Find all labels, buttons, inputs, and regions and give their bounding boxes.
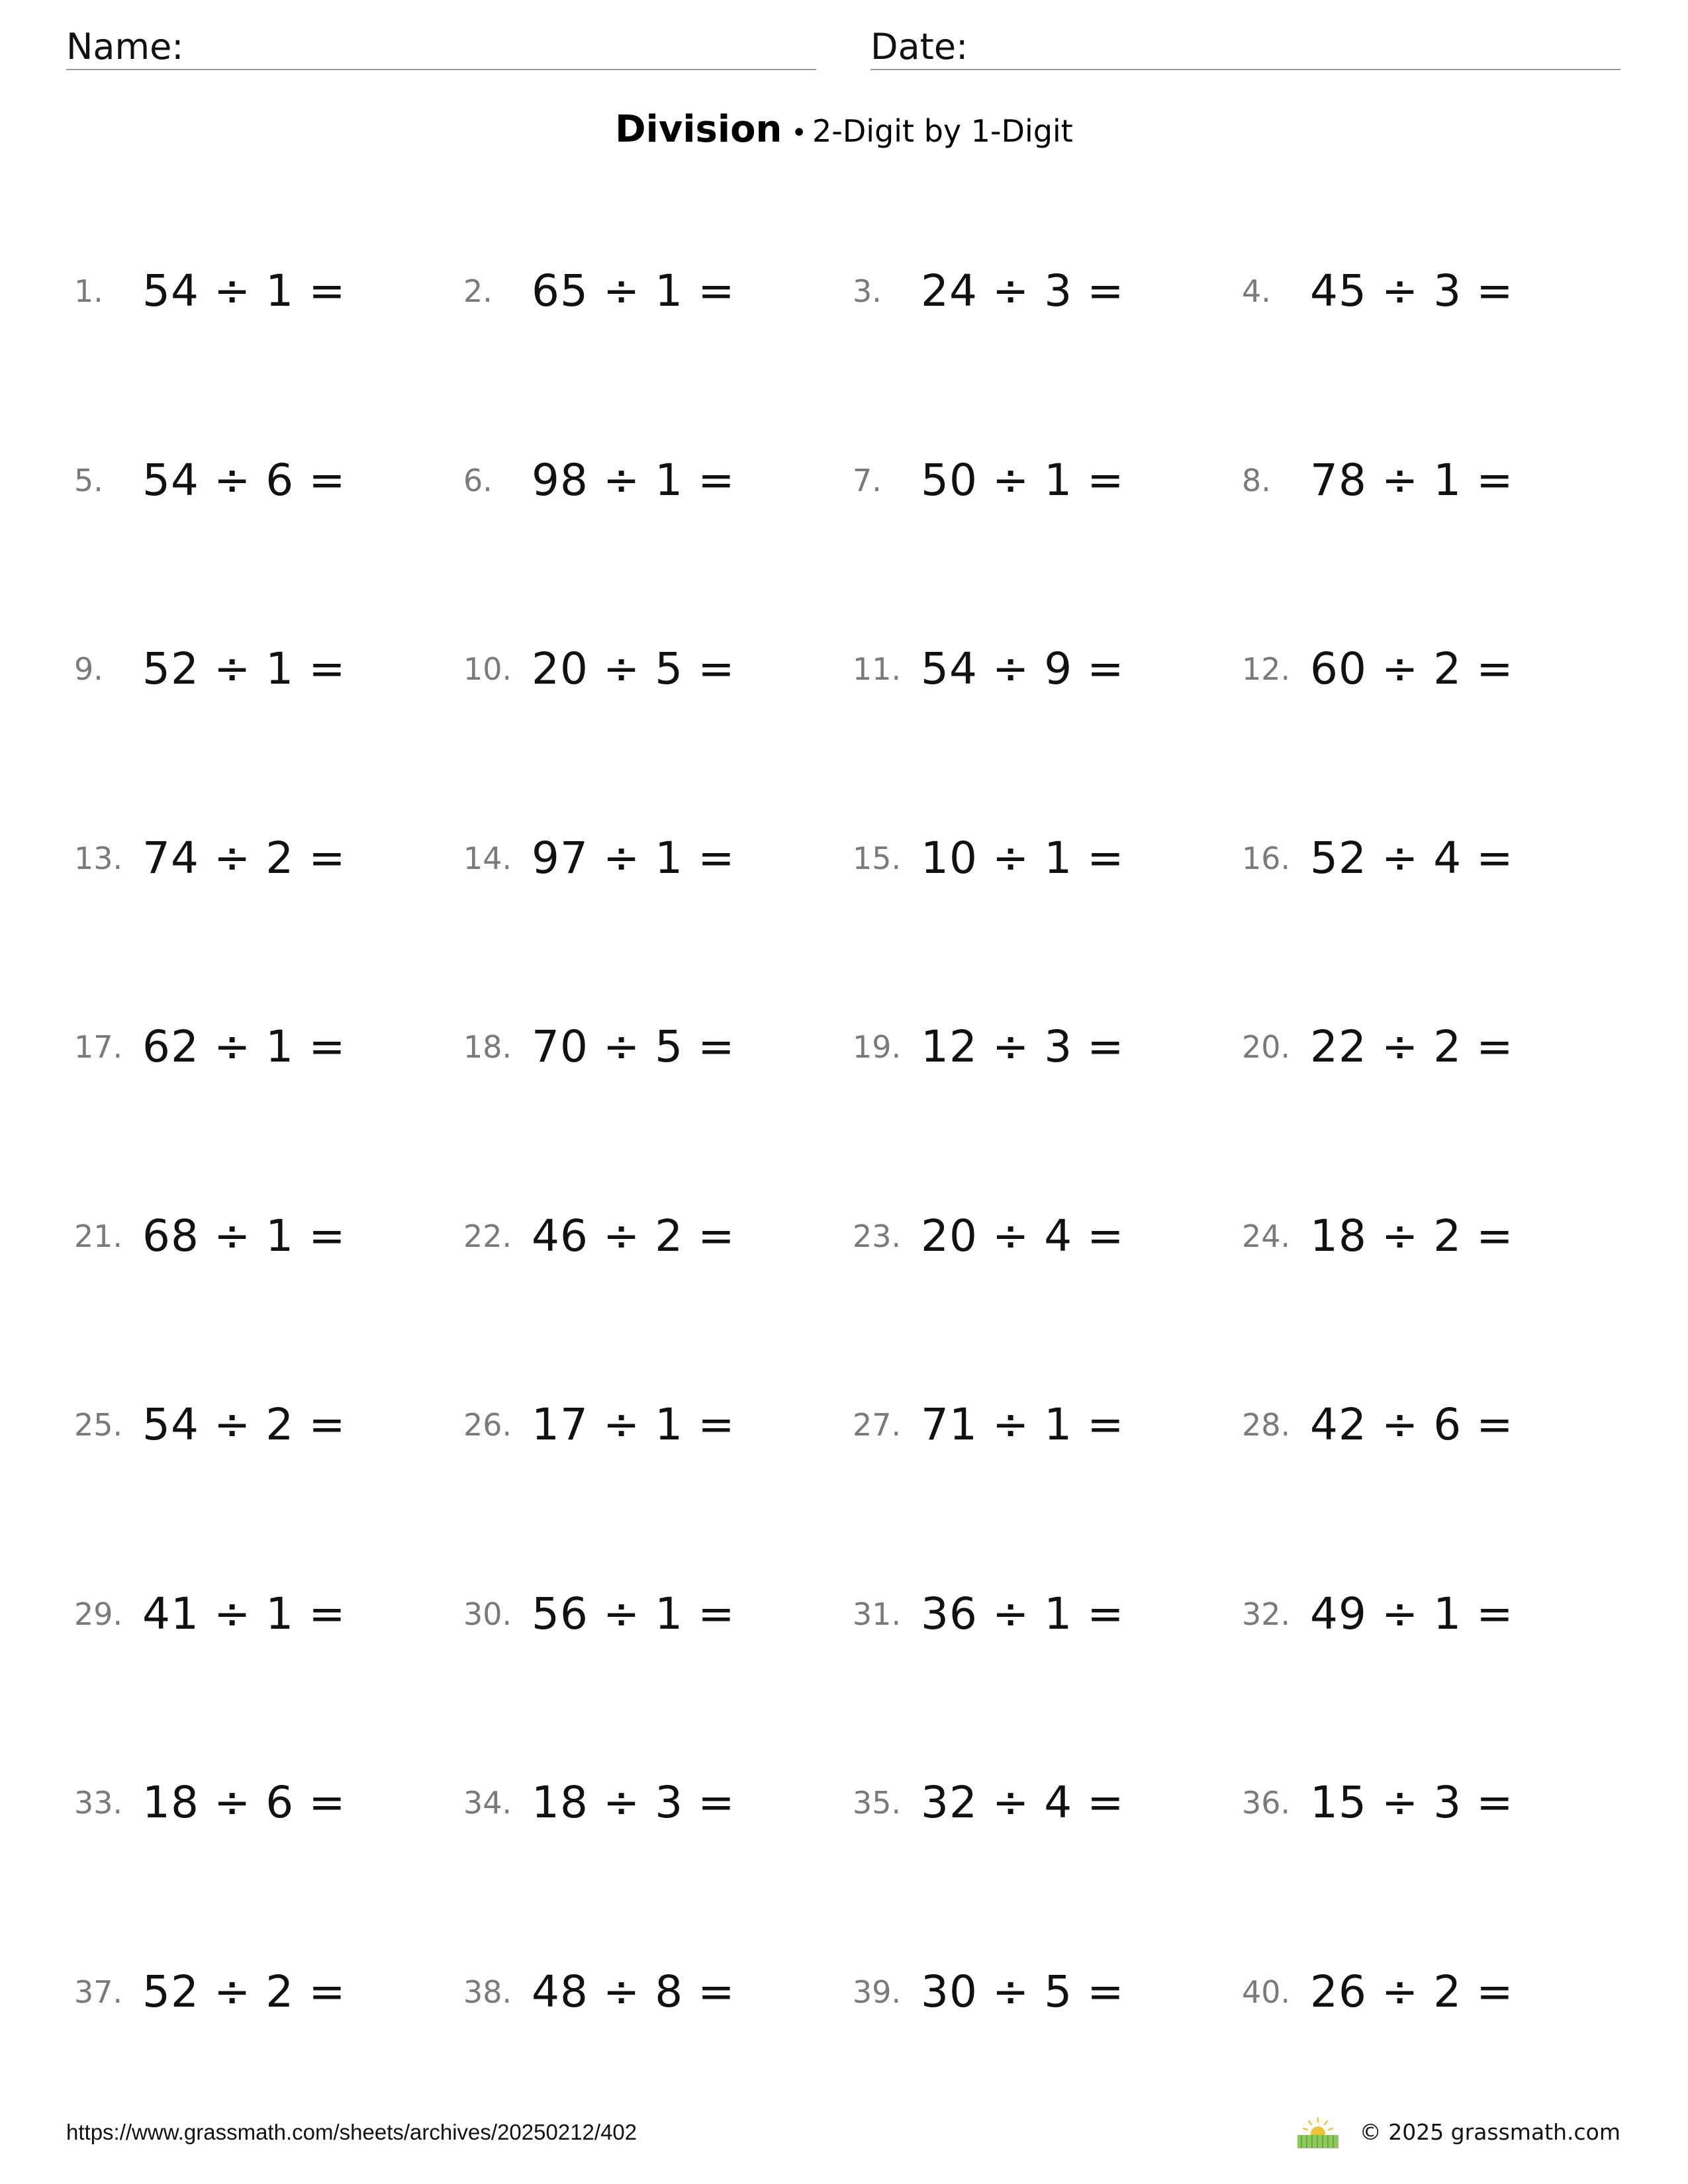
name-field[interactable]: [66, 25, 816, 70]
problem-number: 20.: [1242, 1029, 1291, 1065]
name-label: Name:: [66, 26, 184, 68]
problem-number: 38.: [463, 1974, 512, 2010]
problem-item: [1242, 447, 1613, 514]
problem-expression: 71 ÷ 1 =: [921, 1399, 1125, 1450]
problem-item: [1242, 258, 1613, 324]
title-main: Division: [615, 108, 782, 151]
problem-number: 7.: [853, 463, 882, 498]
problem-item: [1242, 1014, 1613, 1080]
problem-number: 23.: [853, 1218, 902, 1254]
problem-expression: 52 ÷ 1 =: [142, 643, 346, 694]
problem-expression: 36 ÷ 1 =: [921, 1588, 1125, 1639]
problem-item: [853, 1959, 1223, 2025]
problem-expression: 42 ÷ 6 =: [1310, 1399, 1514, 1450]
problem-expression: 60 ÷ 2 =: [1310, 643, 1514, 694]
title-subtitle: 2-Digit by 1-Digit: [812, 113, 1073, 149]
problem-item: [853, 447, 1223, 514]
problem-number: 22.: [463, 1218, 512, 1254]
problem-item: [853, 258, 1223, 324]
problem-item: [853, 1392, 1223, 1458]
problem-number: 9.: [74, 651, 103, 687]
problem-expression: 46 ÷ 2 =: [532, 1210, 735, 1261]
problem-number: 28.: [1242, 1407, 1291, 1443]
problem-number: 26.: [463, 1407, 512, 1443]
problem-expression: 62 ÷ 1 =: [142, 1021, 346, 1072]
problem-expression: 18 ÷ 2 =: [1310, 1210, 1514, 1261]
problem-expression: 68 ÷ 1 =: [142, 1210, 346, 1261]
problem-expression: 12 ÷ 3 =: [921, 1021, 1125, 1072]
problem-expression: 30 ÷ 5 =: [921, 1966, 1125, 2017]
problem-item: [74, 1203, 445, 1269]
problem-number: 24.: [1242, 1218, 1291, 1254]
problem-item: [853, 1203, 1223, 1269]
problem-expression: 24 ÷ 3 =: [921, 265, 1125, 316]
problem-number: 19.: [853, 1029, 902, 1065]
problem-item: [463, 258, 834, 324]
problem-expression: 54 ÷ 2 =: [142, 1399, 346, 1450]
problem-number: 10.: [463, 651, 512, 687]
problem-number: 16.: [1242, 841, 1291, 876]
problem-item: [74, 447, 445, 514]
problem-number: 40.: [1242, 1974, 1291, 2010]
problem-item: [463, 1581, 834, 1647]
problem-item: [74, 1959, 445, 2025]
footer-copyright: © 2025 grassmath.com: [1359, 2119, 1620, 2145]
problem-item: [853, 1770, 1223, 1836]
problem-expression: 52 ÷ 2 =: [142, 1966, 346, 2017]
problem-number: 18.: [463, 1029, 512, 1065]
problem-item: [463, 825, 834, 891]
problem-number: 6.: [463, 463, 492, 498]
problem-expression: 70 ÷ 5 =: [532, 1021, 735, 1072]
problem-expression: 50 ÷ 1 =: [921, 455, 1125, 506]
problem-item: [1242, 1392, 1613, 1458]
problem-expression: 65 ÷ 1 =: [532, 265, 735, 316]
sun-over-grass-icon: [1296, 2115, 1340, 2150]
problem-item: [463, 1959, 834, 2025]
problem-expression: 49 ÷ 1 =: [1310, 1588, 1514, 1639]
problem-expression: 54 ÷ 1 =: [142, 265, 346, 316]
title-separator: •: [791, 118, 807, 148]
problem-number: 27.: [853, 1407, 902, 1443]
problem-expression: 26 ÷ 2 =: [1310, 1966, 1514, 2017]
problem-number: 2.: [463, 273, 492, 309]
problem-number: 34.: [463, 1785, 512, 1821]
problem-item: [1242, 1203, 1613, 1269]
problem-number: 31.: [853, 1596, 902, 1632]
problem-number: 8.: [1242, 463, 1271, 498]
problem-number: 25.: [74, 1407, 123, 1443]
problem-item: [463, 636, 834, 702]
problem-number: 15.: [853, 841, 902, 876]
problem-number: 13.: [74, 841, 123, 876]
problem-expression: 74 ÷ 2 =: [142, 833, 346, 884]
problem-expression: 32 ÷ 4 =: [921, 1777, 1125, 1828]
problem-item: [1242, 825, 1613, 891]
problem-item: [74, 825, 445, 891]
problem-number: 21.: [74, 1218, 123, 1254]
problem-number: 4.: [1242, 273, 1271, 309]
problem-number: 29.: [74, 1596, 123, 1632]
problem-number: 1.: [74, 273, 103, 309]
problem-item: [74, 258, 445, 324]
problem-expression: 54 ÷ 9 =: [921, 643, 1125, 694]
problem-number: 14.: [463, 841, 512, 876]
problem-item: [463, 1392, 834, 1458]
problem-item: [1242, 636, 1613, 702]
problem-number: 30.: [463, 1596, 512, 1632]
problem-number: 12.: [1242, 651, 1291, 687]
problem-expression: 22 ÷ 2 =: [1310, 1021, 1514, 1072]
problem-number: 32.: [1242, 1596, 1291, 1632]
problem-number: 17.: [74, 1029, 123, 1065]
problem-expression: 45 ÷ 3 =: [1310, 265, 1514, 316]
problem-item: [1242, 1581, 1613, 1647]
problem-item: [463, 1770, 834, 1836]
problem-item: [853, 1014, 1223, 1080]
problem-number: 36.: [1242, 1785, 1291, 1821]
problem-item: [463, 1203, 834, 1269]
problem-expression: 41 ÷ 1 =: [142, 1588, 346, 1639]
footer-branding: [1296, 2115, 1620, 2150]
problem-expression: 56 ÷ 1 =: [532, 1588, 735, 1639]
problem-expression: 78 ÷ 1 =: [1310, 455, 1514, 506]
problem-item: [74, 1581, 445, 1647]
problem-item: [853, 1581, 1223, 1647]
problem-number: 3.: [853, 273, 882, 309]
problem-number: 33.: [74, 1785, 123, 1821]
problem-item: [853, 636, 1223, 702]
problem-expression: 97 ÷ 1 =: [532, 833, 735, 884]
problem-item: [74, 1014, 445, 1080]
problem-expression: 15 ÷ 3 =: [1310, 1777, 1514, 1828]
problem-number: 11.: [853, 651, 902, 687]
date-field[interactable]: [870, 25, 1620, 70]
problem-expression: 98 ÷ 1 =: [532, 455, 735, 506]
problem-number: 37.: [74, 1974, 123, 2010]
problem-item: [853, 825, 1223, 891]
problem-item: [1242, 1959, 1613, 2025]
problem-item: [74, 636, 445, 702]
problem-expression: 18 ÷ 6 =: [142, 1777, 346, 1828]
footer-url: https://www.grassmath.com/sheets/archives/20250212/402: [66, 2120, 637, 2144]
date-label: Date:: [870, 26, 968, 68]
problem-item: [74, 1770, 445, 1836]
problem-item: [1242, 1770, 1613, 1836]
problem-expression: 20 ÷ 4 =: [921, 1210, 1125, 1261]
problem-item: [463, 1014, 834, 1080]
problem-number: 39.: [853, 1974, 902, 2010]
problem-item: [74, 1392, 445, 1458]
problem-number: 35.: [853, 1785, 902, 1821]
problem-expression: 20 ÷ 5 =: [532, 643, 735, 694]
problem-expression: 18 ÷ 3 =: [532, 1777, 735, 1828]
problem-item: [463, 447, 834, 514]
problem-expression: 54 ÷ 6 =: [142, 455, 346, 506]
problem-number: 5.: [74, 463, 103, 498]
problem-expression: 10 ÷ 1 =: [921, 833, 1125, 884]
worksheet-title: [0, 103, 1688, 159]
problem-expression: 17 ÷ 1 =: [532, 1399, 735, 1450]
problem-expression: 52 ÷ 4 =: [1310, 833, 1514, 884]
problem-expression: 48 ÷ 8 =: [532, 1966, 735, 2017]
